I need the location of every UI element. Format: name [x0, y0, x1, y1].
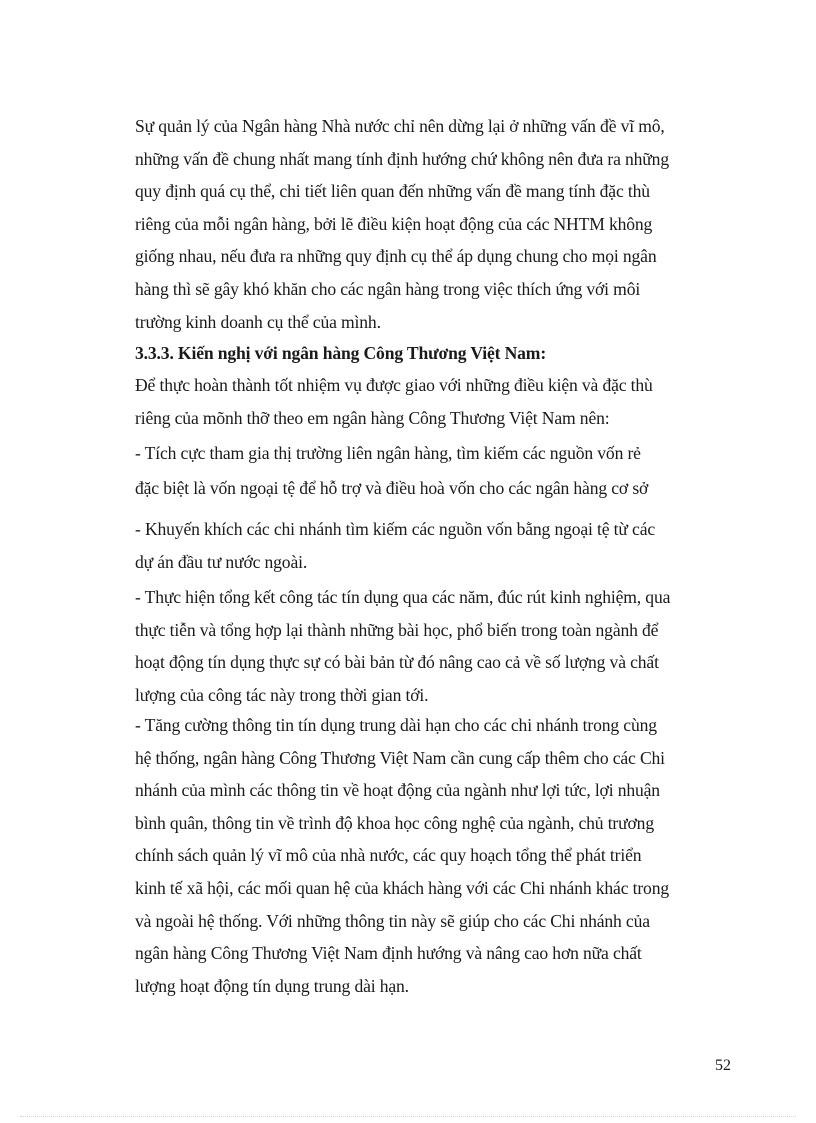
- paragraph-line: hoạt động tín dụng thực sự có bài bản từ đó nâng cao cả về số lượng và chất: [135, 652, 659, 673]
- paragraph-line: quy định quá cụ thể, chi tiết liên quan đến những vấn đề mang tính đặc thù: [135, 181, 650, 202]
- paragraph-line: giống nhau, nếu đưa ra những quy định cụ thể áp dụng chung cho mọi ngân: [135, 246, 657, 267]
- paragraph-line: ngân hàng Công Thương Việt Nam định hướng và nâng cao hơn nữa chất: [135, 943, 642, 964]
- page-bottom-divider: [20, 1116, 796, 1117]
- paragraph-line: hệ thống, ngân hàng Công Thương Việt Nam cần cung cấp thêm cho các Chi: [135, 747, 665, 768]
- paragraph-line: dự án đầu tư nước ngoài.: [135, 551, 308, 572]
- paragraph-line: riêng của mõnh thỡ theo em ngân hàng Công Thương Việt Nam nên:: [135, 407, 610, 428]
- paragraph-line: trường kinh doanh cụ thể của mình.: [135, 311, 381, 332]
- paragraph-line: và ngoài hệ thống. Với những thông tin này sẽ giúp cho các Chi nhánh của: [135, 910, 650, 931]
- paragraph-line: lượng hoạt động tín dụng trung dài hạn.: [135, 975, 409, 996]
- page-number: 52: [715, 1057, 731, 1074]
- intro-paragraph: [135, 110, 740, 338]
- recommendation-item-4: [135, 709, 740, 1002]
- paragraph-line: - Tăng cường thông tin tín dụng trung dài hạn cho các chi nhánh trong cùng: [135, 715, 657, 735]
- paragraph-line: riêng của mỗi ngân hàng, bởi lẽ điều kiện hoạt động của các NHTM không: [135, 213, 653, 234]
- section-heading: 3.3.3. Kiến nghị với ngân hàng Công Thương Việt Nam:: [135, 343, 547, 363]
- paragraph-line: đặc biệt là vốn ngoại tệ để hỗ trợ và điều hoà vốn cho các ngân hàng cơ sở: [135, 477, 649, 498]
- paragraph-line: thực tiễn và tổng hợp lại thành những bài học, phổ biến trong toàn ngành để: [135, 619, 659, 640]
- paragraph-line: những vấn đề chung nhất mang tính định hướng chứ không nên đưa ra những: [135, 148, 669, 169]
- paragraph-line: hàng thì sẽ gây khó khăn cho các ngân hàng trong việc thích ứng với môi: [135, 278, 641, 299]
- paragraph-line: - Khuyến khích các chi nhánh tìm kiếm các nguồn vốn bằng ngoại tệ từ các: [135, 519, 656, 539]
- paragraph-line: - Thực hiện tổng kết công tác tín dụng qua các năm, đúc rút kinh nghiệm, qua: [135, 587, 671, 607]
- paragraph-line: nhánh của mình các thông tin về hoạt động của ngành như lợi tức, lợi nhuận: [135, 780, 660, 801]
- paragraph-line: bình quân, thông tin về trình độ khoa học công nghệ của ngành, chủ trương: [135, 812, 654, 833]
- section-heading-block: [135, 337, 740, 370]
- lead-paragraph: [135, 369, 740, 434]
- paragraph-line: lượng của công tác này trong thời gian tới.: [135, 684, 429, 705]
- paragraph-line: chính sách quản lý vĩ mô của nhà nước, các quy hoạch tổng thể phát triển: [135, 845, 642, 866]
- paragraph-line: Sự quản lý của Ngân hàng Nhà nước chỉ nên dừng lại ở những vấn đề vĩ mô,: [135, 116, 665, 136]
- recommendation-item-1: [135, 437, 740, 504]
- recommendation-item-2: [135, 513, 740, 578]
- paragraph-line: kinh tế xã hội, các mối quan hệ của khách hàng với các Chi nhánh khác trong: [135, 877, 669, 898]
- recommendation-item-3: [135, 581, 740, 711]
- paragraph-line: - Tích cực tham gia thị trường liên ngân hàng, tìm kiếm các nguồn vốn rẻ: [135, 443, 641, 463]
- paragraph-line: Để thực hoàn thành tốt nhiệm vụ được giao với những điều kiện và đặc thù: [135, 375, 653, 395]
